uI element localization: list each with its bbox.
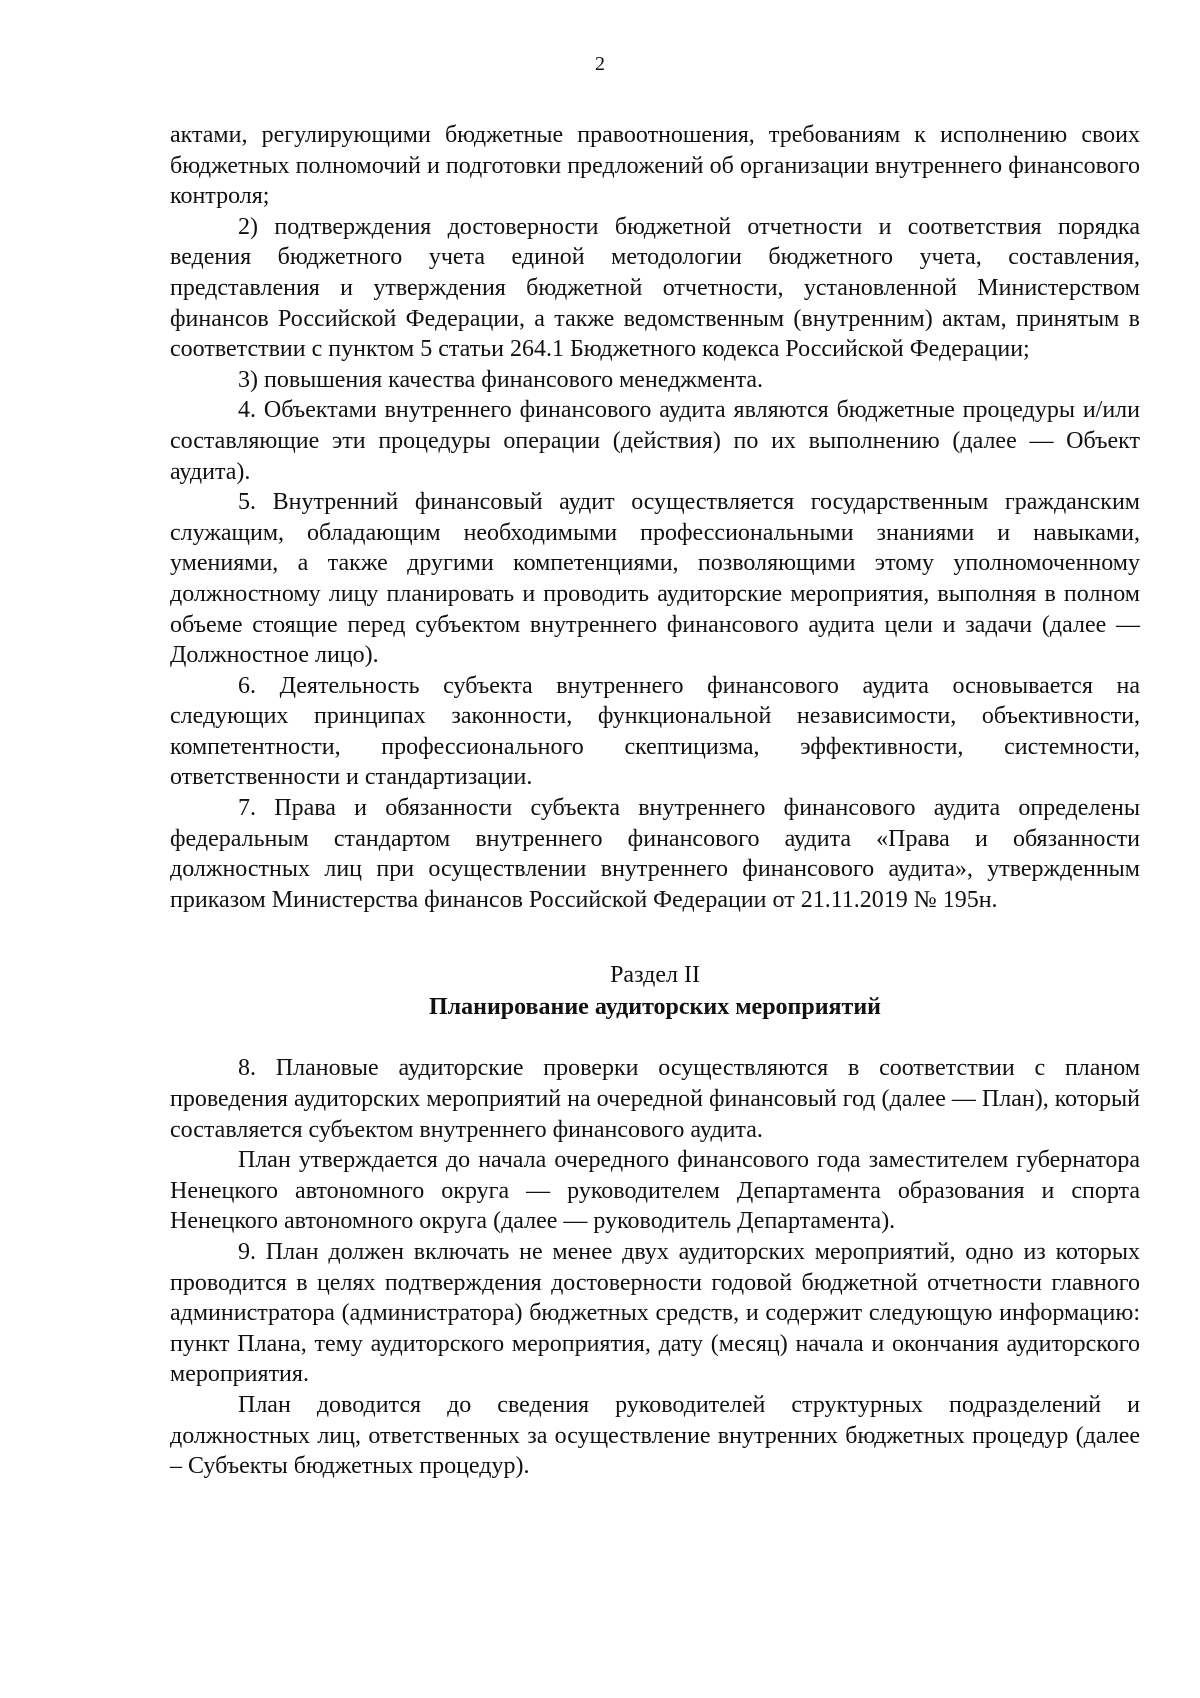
section-heading [170, 959, 1140, 1023]
paragraph: 8. Плановые аудиторские проверки осуществляются в соответствии с планом проведения аудиторских мероприятий на очередной финансовый год (далее — План), который составляется субъектом внутреннего финансового аудита. [170, 1055, 1140, 1143]
paragraphs-after-section [170, 1053, 1140, 1481]
paragraph: 6. Деятельность субъекта внутреннего финансового аудита основывается на следующих принципах законности, функциональной независимости, объективности, компетентности, профессионального скептицизма, эффективности, системности, ответственности и стандартизации. [170, 672, 1140, 791]
paragraphs-before-section [170, 120, 1140, 915]
paragraph: 7. Права и обязанности субъекта внутреннего финансового аудита определены федеральным стандартом внутреннего финансового аудита «Права и обязанности должностных лиц при осуществлении внутреннего финансового аудита», утвержденным приказом Министерства финансов Российской Федерации от 21.11.2019 № 195н. [170, 795, 1140, 913]
page-number: 2 [595, 53, 605, 75]
paragraph: 2) подтверждения достоверности бюджетной отчетности и соответствия порядка ведения бюджетного учета единой методологии бюджетного учета, составления, представления и утверждения бюджетной отчетности, установленной Министерством финансов Российской Федерации, а также ведомственным (внутренним) актам, принятым в соответствии с пунктом 5 статьи 264.1 Бюджетного кодекса Российской Федерации; [170, 213, 1140, 363]
paragraph: 5. Внутренний финансовый аудит осуществляется государственным гражданским служащим, обладающим необходимыми профессиональными знаниями и навыками, умениями, а также другими компетенциями, позволяющими этому уполномоченному должностному лицу планировать и проводить аудиторские мероприятия, выполняя в полном объеме стоящие перед субъектом внутреннего финансового аудита цели и задачи (далее — Должностное лицо). [170, 489, 1140, 669]
paragraph: актами, регулирующими бюджетные правоотношения, требованиям к исполнению своих бюджетных полномочий и подготовки предложений об организации внутреннего финансового контроля; [170, 122, 1140, 210]
paragraph: 4. Объектами внутреннего финансового аудита являются бюджетные процедуры и/или составляющие эти процедуры операции (действия) по их выполнению (далее — Объект аудита). [170, 397, 1140, 485]
section-title: Планирование аудиторских мероприятий [429, 994, 881, 1021]
paragraph: 9. План должен включать не менее двух аудиторских мероприятий, одно из которых проводится в целях подтверждения достоверности годовой бюджетной отчетности главного администратора (администратора) бюджетных средств, и содержит следующую информацию: пункт Плана, тему аудиторского мероприятия, дату (месяц) начала и окончания аудиторского мероприятия. [170, 1239, 1140, 1388]
section-label: Раздел II [610, 962, 700, 989]
paragraph: 3) повышения качества финансового менеджмента. [238, 366, 763, 393]
paragraph: План утверждается до начала очередного финансового года заместителем губернатора Ненецкого автономного округа — руководителем Департамента образования и спорта Ненецкого автономного округа (далее — руководитель Департамента). [170, 1147, 1140, 1235]
paragraph: План доводится до сведения руководителей структурных подразделений и должностных лиц, ответственных за осуществление внутренних бюджетных процедур (далее – Субъекты бюджетных процедур). [170, 1391, 1140, 1480]
document-body [170, 120, 1140, 1482]
